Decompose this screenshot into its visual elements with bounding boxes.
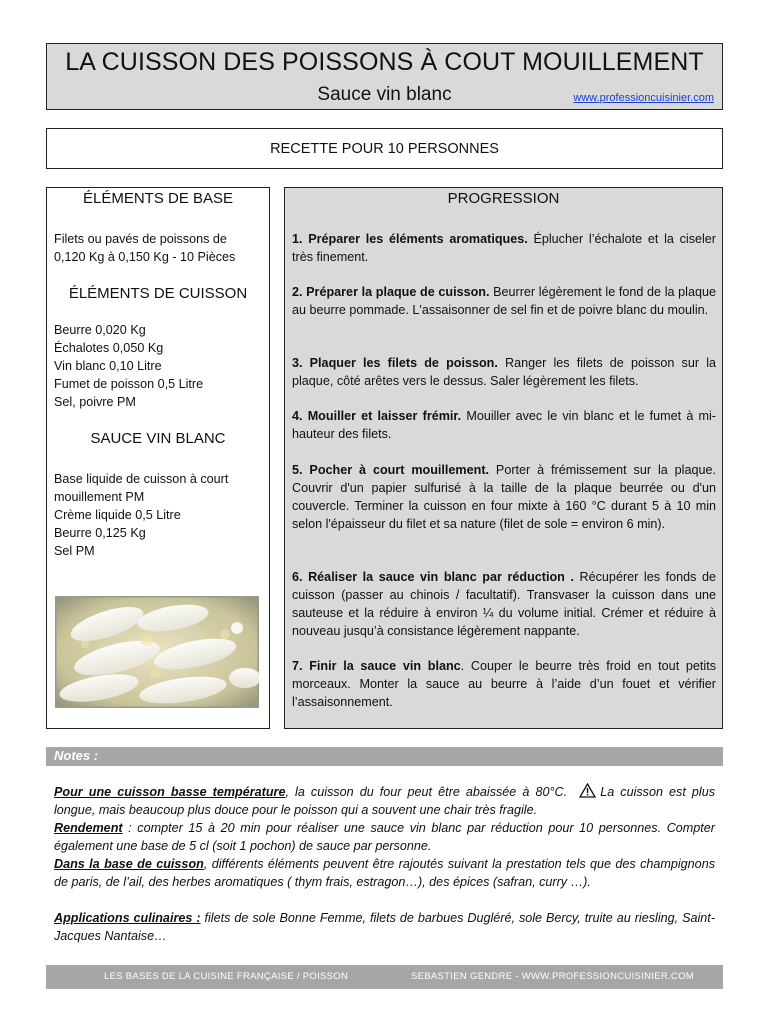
fish-fillets-photo — [55, 596, 259, 708]
recipe-servings: RECETTE POUR 10 PERSONNES — [270, 141, 499, 157]
base-elements-title: ÉLÉMENTS DE BASE — [82, 190, 234, 207]
step-5: 5. Pocher à court mouillement. Porter à frémissement sur la plaque. Couvrir d'un papier sulfurisé à la taille de la plaque beurrée ou d'un couvercle. Terminer la cuisson en four mixte à 160 °C durant 5 à 10 min selon l'épaisseur du filet et sa nature (filet de sole = environ 6 min). — [292, 463, 716, 531]
step-3: 3. Plaquer les filets de poisson. Ranger les filets de poisson sur la plaque, côté arêtes vers le dessus. Saler légèrement les filets. — [292, 356, 716, 388]
cooking-item: Sel, poivre PM — [54, 395, 136, 409]
cooking-item: Beurre 0,020 Kg — [54, 323, 146, 337]
base-line-2: 0,120 Kg à 0,150 Kg - 10 Pièces — [54, 250, 236, 264]
note-applications: Applications culinaires : filets de sole Bonne Femme, filets de barbues Dugléré, sole Bercy, truite au riesling, Saint-Jacques Nantaise… — [54, 911, 716, 943]
notes-bar — [46, 747, 723, 766]
footer-left: LES BASES DE LA CUISINE FRANÇAISE / POISSON — [104, 971, 349, 982]
footer-right: SEBASTIEN GENDRE - WWW.PROFESSIONCUISINIER.COM — [411, 971, 694, 982]
step-6: 6. Réaliser la sauce vin blanc par réduction . Récupérer les fonds de cuisson (passer au chinois / facultatif). Transvaser la cuisson dans une sauteuse et la réduire à environ ¼ du volume initial. Crémer et réduire à nouveau jusqu’à consistance légèrement nappante. — [292, 570, 716, 638]
notes-label: Notes : — [54, 748, 99, 763]
step-1: 1. Préparer les éléments aromatiques. Éplucher l’échalote et la ciseler très finement. — [292, 232, 716, 264]
page-title: LA CUISSON DES POISSONS À COUT MOUILLEMENT — [65, 48, 704, 76]
sauce-item: Beurre 0,125 Kg — [54, 526, 146, 540]
website-link[interactable]: www.professioncuisinier.com — [573, 92, 714, 104]
progression-panel — [284, 187, 723, 729]
cooking-item: Vin blanc 0,10 Litre — [54, 359, 162, 373]
note-low-temperature: Pour une cuisson basse température, la cuisson du four peut être abaissée à 80°C. La cuisson est plus longue, mais beaucoup plus douce pour le poisson qui a souvent une chair très fragile. — [54, 785, 716, 817]
base-line-1: Filets ou pavés de poissons de — [54, 232, 227, 246]
sauce-item: Base liquide de cuisson à court mouillement PM — [54, 472, 229, 504]
warning-icon — [579, 783, 596, 798]
sauce-item: Sel PM — [54, 544, 95, 558]
sauce-title: SAUCE VIN BLANC — [90, 430, 226, 447]
header-box — [46, 43, 723, 110]
page-subtitle: Sauce vin blanc — [317, 84, 452, 105]
recipe-servings-box — [46, 128, 723, 169]
progression-title: PROGRESSION — [447, 190, 560, 207]
step-7: 7. Finir la sauce vin blanc. Couper le beurre très froid en tout petits morceaux. Monter la sauce au beurre à l’aide d’un fouet et vérifier l’assaisonnement. — [292, 659, 717, 709]
footer-bar — [46, 965, 723, 989]
ingredients-panel — [46, 187, 270, 729]
step-4: 4. Mouiller et laisser frémir. Mouiller avec le vin blanc et le fumet à mi-hauteur des filets. — [292, 409, 716, 441]
step-2: 2. Préparer la plaque de cuisson. Beurrer légèrement le fond de la plaque au beurre pommade. L'assaisonner de sel fin et de poivre blanc du moulin. — [292, 285, 716, 317]
sauce-item: Crème liquide 0,5 Litre — [54, 508, 181, 522]
cooking-elements-title: ÉLÉMENTS DE CUISSON — [68, 285, 248, 302]
cooking-item: Échalotes 0,050 Kg — [54, 341, 164, 355]
cooking-item: Fumet de poisson 0,5 Litre — [54, 377, 204, 391]
note-base-cuisson: Dans la base de cuisson, différents éléments peuvent être rajoutés suivant la prestation tels que des champignons de paris, de l’ail, des herbes aromatiques ( thym frais, estragon…), des épices (safran, curry …). — [54, 857, 715, 889]
note-rendement: Rendement : compter 15 à 20 min pour réaliser une sauce vin blanc par réduction pour 10 personnes. Compter également une base de 5 cl (soit 1 pochon) de sauce par personne. — [54, 821, 715, 853]
